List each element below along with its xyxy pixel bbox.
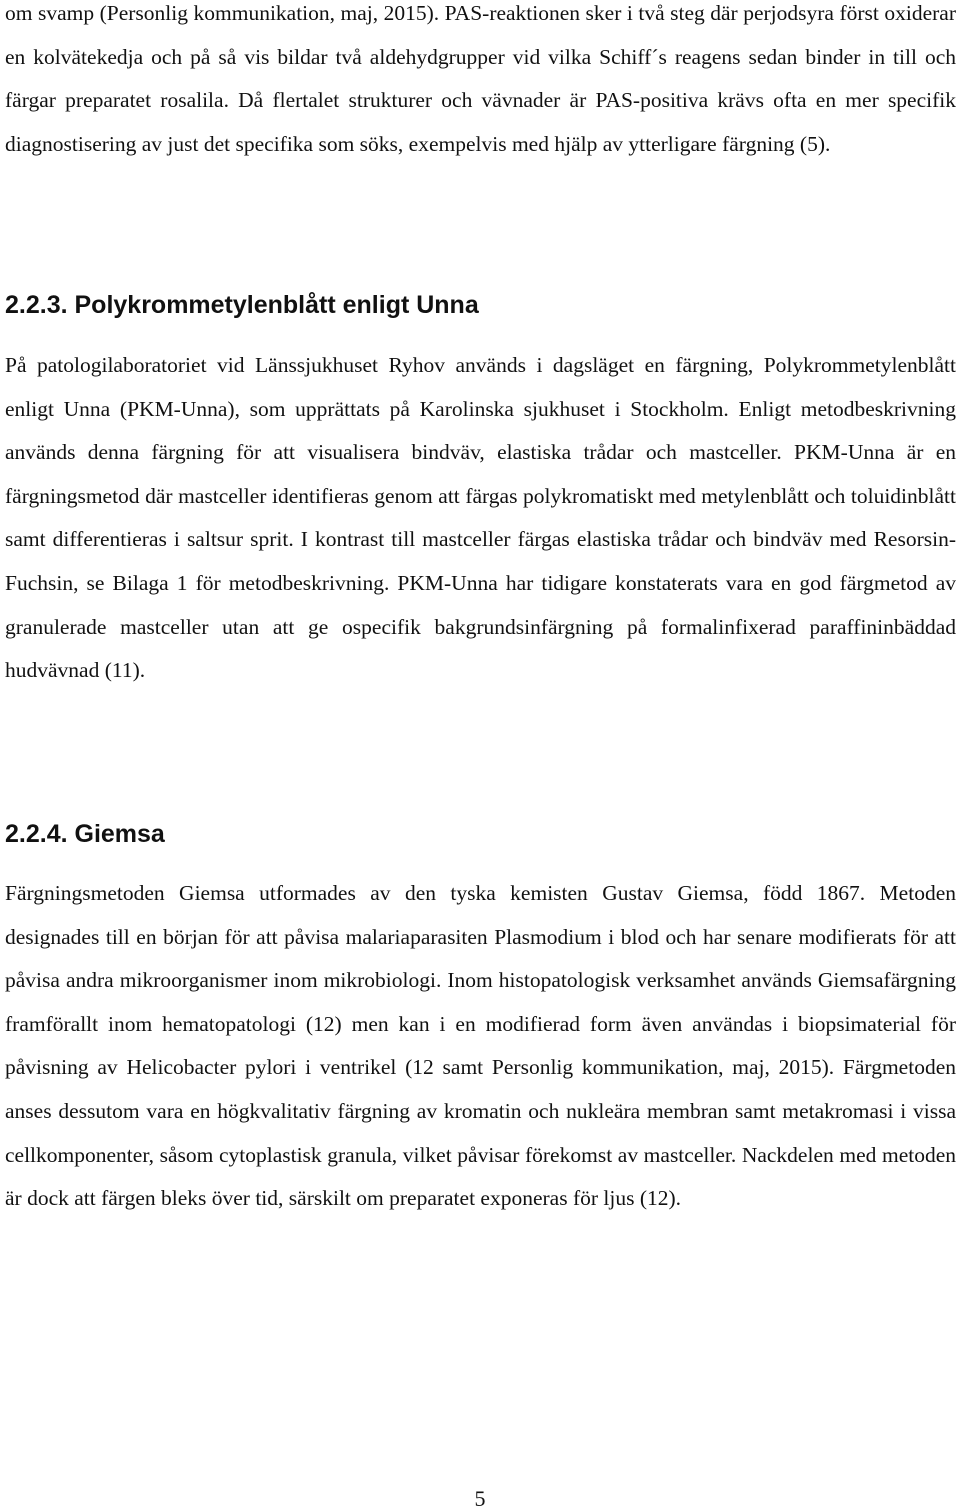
intro-paragraph: om svamp (Personlig kommunikation, maj, 2015). PAS-reaktionen sker i två steg där perjodsyra först oxiderar en kolvätekedja och på så vis bildar två aldehydgrupper vid vilka Schiff´s reagens sedan binder in till och färgar preparatet rosalila. Då flertalet strukturer och vävnader är PAS-positiva krävs ofta en mer specifik diagnostisering av just det specifika som söks, exempelvis med hjälp av ytterligare färgning (5). bbox=[5, 1, 956, 156]
section-heading-pkm-unna: 2.2.3. Polykrommetylenblått enligt Unna bbox=[5, 291, 479, 319]
giemsa-paragraph: Färgningsmetoden Giemsa utformades av den tyska kemisten Gustav Giemsa, född 1867. Metoden designades till en början för att påvisa malariaparasiten Plasmodium i blod och har senare modifierats för att påvisa andra mikroorganismer inom mikrobiologi. Inom histopatologisk verksamhet används Giemsafärgning framförallt inom hematopatologi (12) men kan i en modifierad form även användas i biopsimaterial för påvisning av Helicobacter pylori i ventrikel (12 samt Personlig kommunikation, maj, 2015). Färgmetoden anses dessutom vara en högkvalitativ färgning av kromatin och nukleära membran samt metakromasi i vissa cellkomponenter, såsom cytoplastisk granula, vilket påvisar förekomst av mastceller. Nackdelen med metoden är dock att färgen bleks över tid, särskilt om preparatet exponeras för ljus (12). bbox=[5, 881, 956, 1211]
pkm-unna-paragraph: På patologilaboratoriet vid Länssjukhuset Ryhov används i dagsläget en färgning, Polykrommetylenblått enligt Unna (PKM-Unna), som upprättats på Karolinska sjukhuset i Stockholm. Enligt metodbeskrivning används denna färgning för att visualisera bindväv, elastiska trådar och mastceller. PKM-Unna är en färgningsmetod där mastceller identifieras genom att färgas polykromatiskt med metylenblått och toluidinblått samt differentieras i saltsur sprit. I kontrast till mastceller färgas elastiska trådar och bindväv med Resorsin-Fuchsin, se Bilaga 1 för metodbeskrivning. PKM-Unna har tidigare konstaterats vara en god färgmetod av granulerade mastceller utan att ge ospecifik bakgrundsinfärgning på formalinfixerad paraffininbäddad hudvävnad (11). bbox=[5, 353, 956, 683]
section-heading-giemsa: 2.2.4. Giemsa bbox=[5, 820, 165, 848]
page-number: 5 bbox=[474, 1486, 486, 1511]
